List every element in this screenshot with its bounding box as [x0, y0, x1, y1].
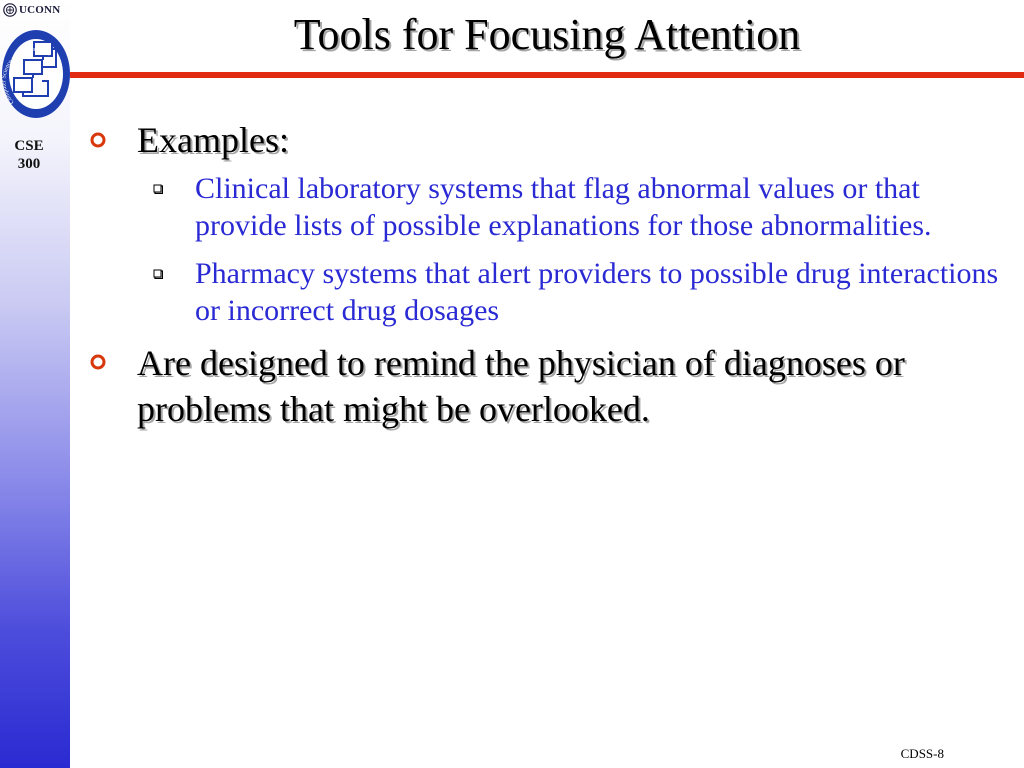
bullet-text: Examples:: [137, 120, 289, 160]
circle-bullet-icon: [90, 354, 106, 370]
slide-body: [80, 118, 1015, 432]
computer-network-logo-icon: [0, 20, 72, 124]
square-bullet-icon: [153, 269, 163, 279]
title-rule: [70, 72, 1024, 78]
logo-ring-text: Computer Science and Engineering: [1, 46, 52, 105]
sub-bullet-clinical-lab: [80, 170, 1015, 244]
square-bullet-icon: [153, 184, 163, 194]
bullet-examples: [80, 118, 1015, 162]
sub-bullet-text: Clinical laboratory systems that flag abnormal values or that provide lists of possible explanations for those abnormalities.: [195, 172, 932, 242]
sub-bullet-list: [80, 170, 1015, 329]
slide-number: CDSS-8: [900, 746, 944, 761]
slide-title: Tools for Focusing Attention: [293, 10, 801, 59]
bullet-designed-to-remind: [80, 340, 1015, 432]
sidebar: [0, 0, 70, 768]
university-seal-icon: [3, 3, 17, 17]
sub-bullet-text: Pharmacy systems that alert providers to possible drug interactions or incorrect drug dosages: [195, 257, 999, 327]
uconn-header: [3, 2, 60, 18]
circle-bullet-icon: [90, 132, 106, 148]
course-code-line-1: CSE: [14, 138, 44, 154]
uconn-wordmark: UCONN: [19, 4, 61, 16]
course-code-line-2: 300: [17, 156, 41, 172]
bullet-text: Are designed to remind the physician of diagnoses or problems that might be overlooked.: [137, 343, 905, 429]
sub-bullet-pharmacy: [80, 255, 1015, 329]
course-code: [0, 137, 58, 173]
